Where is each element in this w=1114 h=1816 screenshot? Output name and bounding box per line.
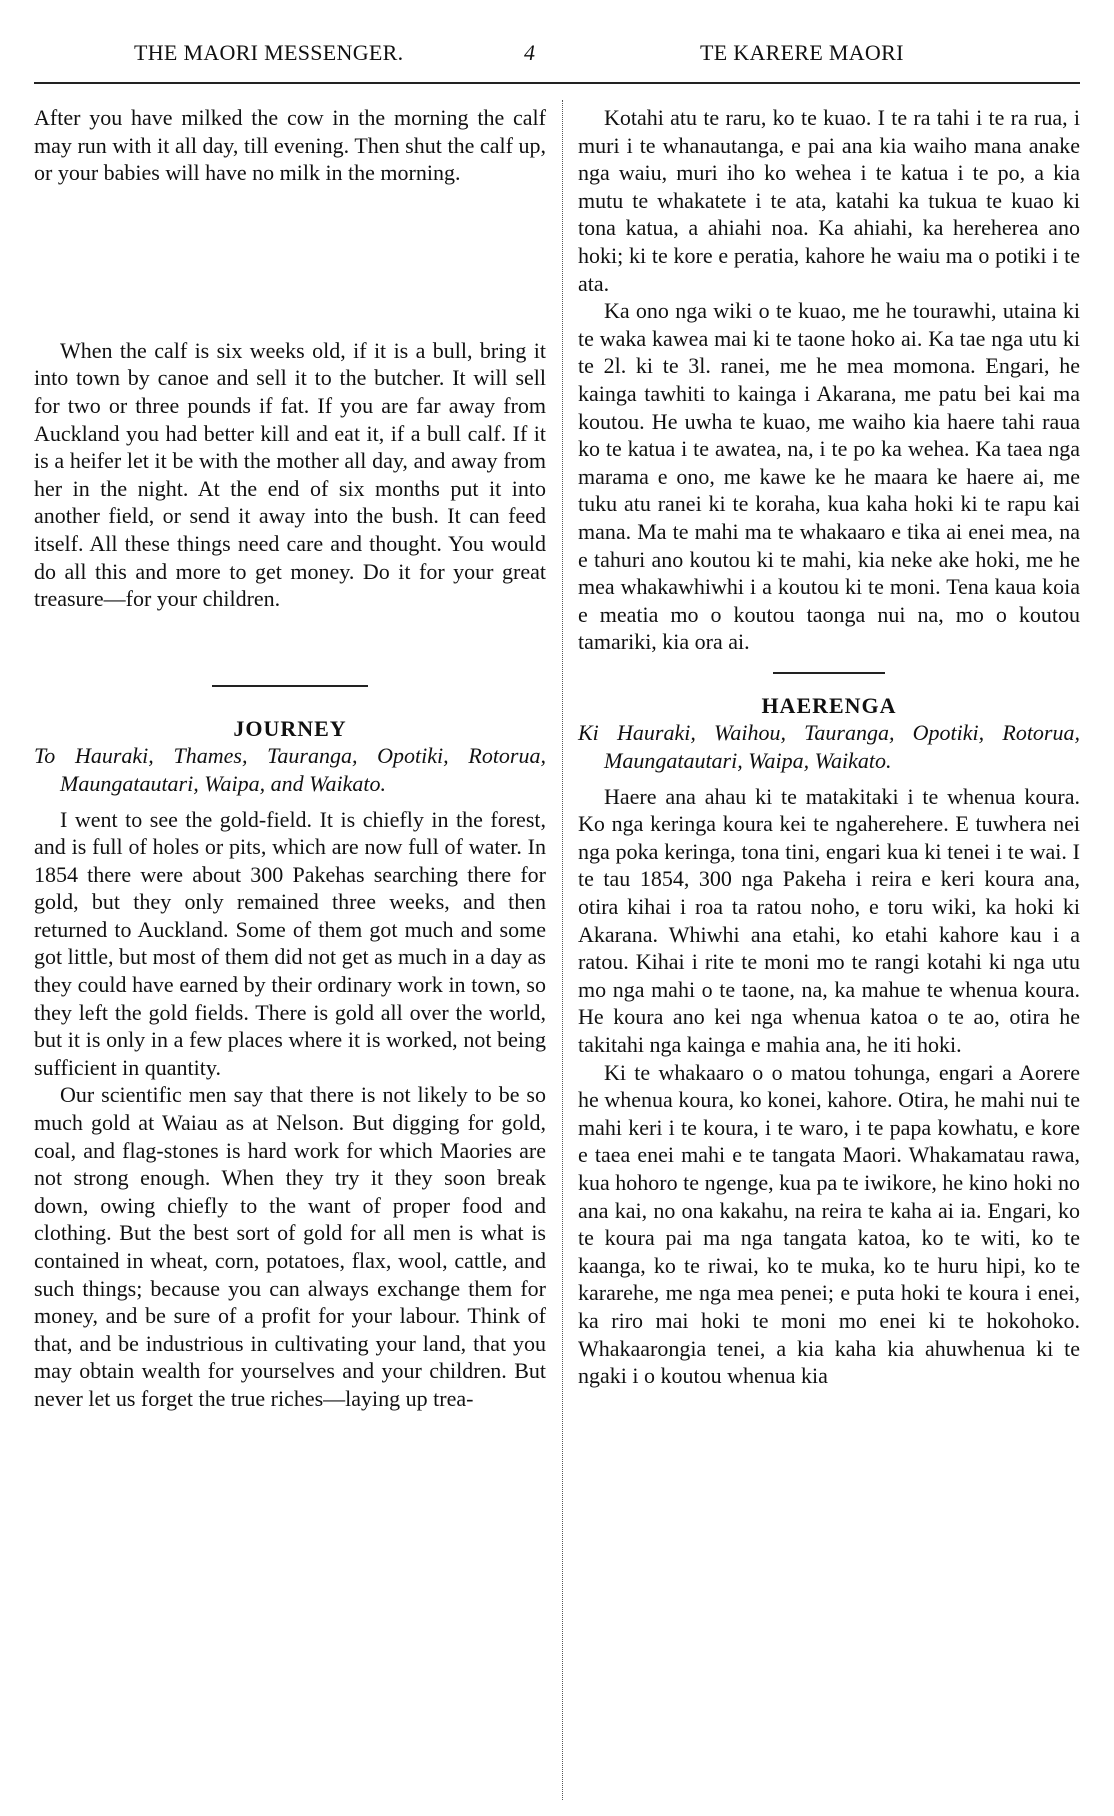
column-divider [562,100,563,1800]
header-maori-title: TE KARERE MAORI [700,40,904,65]
english-paragraph-2: When the calf is six weeks old, if it is a bull, bring it into town by canoe and sell it to the butcher. It will sell for two or three pounds if fat. If you are far away from Auckland you had better kill and eat it, if a bull calf. If it is a heifer let it be with the mother all day, and away from her in the night. At the end of six months put it into another field, or send it away into the bush. It can feed itself. All these things need care and thought. You would do all this and more to get money. Do it for your great treasure—for your children. [34,337,546,612]
spacer [34,798,546,806]
spacer [578,674,1080,692]
journey-subtitle: To Hauraki, Thames, Tauranga, Opotiki, Rotorua, Maungatautari, Waipa, and Waikato. [34,743,546,796]
english-paragraph-1: After you have milked the cow in the morning the calf may run with it all day, till evening. Then shut the calf up, or your babies will have no milk in the morning. [34,105,546,186]
section-title-journey: JOURNEY [233,715,347,741]
maori-paragraph-2: Ka ono nga wiki o te kuao, me he tourawhi, utaina ki te waka kawea mai ki te taone hoko ai. Ka tae nga utu ki te 2l. ki te 3l. ranei, me he mea momona. Engari, he kainga tawhiti to kainga i Akarana, me patu bei kai ma koutou. He uwha te kuao, me waiho kia haere tahi raua ko te katua i te awatea, na, i te po ka wehea. Ka taea nga marama e ono, me kawe ke he maara ke haere ai, me tuku atu ranei ki te koraha, kua kaha hoki ki te rapu kai mana. Ma te mahi ma te whakaaro e tika ai enei mea, na e tahuri ano koutou ki te mahi, kia neke ake hoki, me he mea whakawhiwhi i a koutou ki te moni. Tena kaua koia e meatia mo o koutou taonga nui na, mo o koutou tamariki, kia ora ai. [578,298,1080,655]
spacer [578,775,1080,783]
maori-paragraph-1: Kotahi atu te raru, ko te kuao. I te ra tahi i te ra rua, i muri i te whanautanga, e pai ana kia waiho mana anake nga waiu, muri iho ko wehea i te katua i te po, a kia mutu te whakatete i te ata, katahi ka tukua te kuao ki tona katua, a ahiahi noa. Ka ahiahi, ka hereherea ano hoki; ki te kore e peratia, kahore he waiu ma o potiki i te ata. [578,105,1080,296]
english-column [34,104,546,1413]
spacer [34,187,546,337]
page-number: 4 [524,40,536,65]
english-paragraph-3: I went to see the gold-field. It is chiefly in the forest, and is full of holes or pits, which are now full of water. In 1854 there were about 300 Pakehas searching there for gold, but they only remained three weeks, and then returned to Auckland. Some of them got much and some got little, but most of them did not get as much in a day as they could have earned by their ordinary work in town, so they left the gold fields. There is gold all over the world, but it is only in a few places where it is worked, not being sufficient in quantity. [34,806,546,1080]
page-header [0,40,1114,70]
header-rule [34,82,1080,84]
spacer [34,613,546,685]
header-english-title: THE MAORI MESSENGER. [134,40,404,65]
spacer [34,687,546,715]
spacer [578,656,1080,672]
maori-paragraph-3: Haere ana ahau ki te matakitaki i te whenua koura. Ko nga keringa koura kei te ngaherehere. E tuwhera nei nga poka keringa, tona tini, engari kua ki tenei i te wai. I te tau 1854, 300 nga Pakeha i reira e keri koura ana, otira kihai i roa ta ratou noho, e toru wiki, ka hoki ki Akarana. Whiwhi ana etahi, ko etahi kahore kau i a ratou. Kihai i rite te moni mo te rangi kotahi ki nga utu mo nga mahi o te taone, na, ka mahue te whenua koura. He koura ano kei nga whenua katoa o te ao, otira he takitahi nga kainga e mahia ana, he iti hoki. [578,783,1080,1057]
english-paragraph-4: Our scientific men say that there is not likely to be so much gold at Waiau as at Nelson. But digging for gold, coal, and flag-stones is hard work for which Maories are not strong enough. When they try it they soon break down, owing chiefly to the want of proper food and clothing. But the best sort of gold for all men is what is contained in wheat, corn, potatoes, flax, wool, cattle, and such things; because you can always exchange them for money, and be sure of a profit for your labour. Think of that, and be industrious in cultivating your land, that you may obtain wealth for yourselves and your children. But never let us forget the true riches—laying up trea- [34,1082,546,1411]
haerenga-subtitle: Ki Hauraki, Waihou, Tauranga, Opotiki, Rotorua, Maungatautari, Waipa, Waikato. [578,720,1080,774]
maori-paragraph-4: Ki te whakaaro o o matou tohunga, engari a Aorere he whenua koura, ko konei, kahore. Otira, he mahi nui te mahi keri i te koura, i te waro, i te papa kowhatu, e kore e taea enei mahi e te tangata Maori. Whakamatau rawa, kua hohoro te ngenge, kua pa te iwikore, he kino hoki no ana kai, no ona kakahu, na reira te kaha ai ia. Engari, ko te koura pai ma nga tangata katoa, ko te witi, ko te kaanga, ko te riwai, ko te muka, ko te huru hipi, ko te kararehe, me nga mea penei; e puta hoki te koura i enei, ka riro mai hoki te moni mo enei ki te hokohoko. Whakaarongia tenei, a kia kaha kia ahuwhenua ki te ngaki i o koutou whenua kia [578,1059,1080,1389]
maori-column [578,104,1080,1390]
section-title-haerenga: HAERENGA [761,692,897,718]
